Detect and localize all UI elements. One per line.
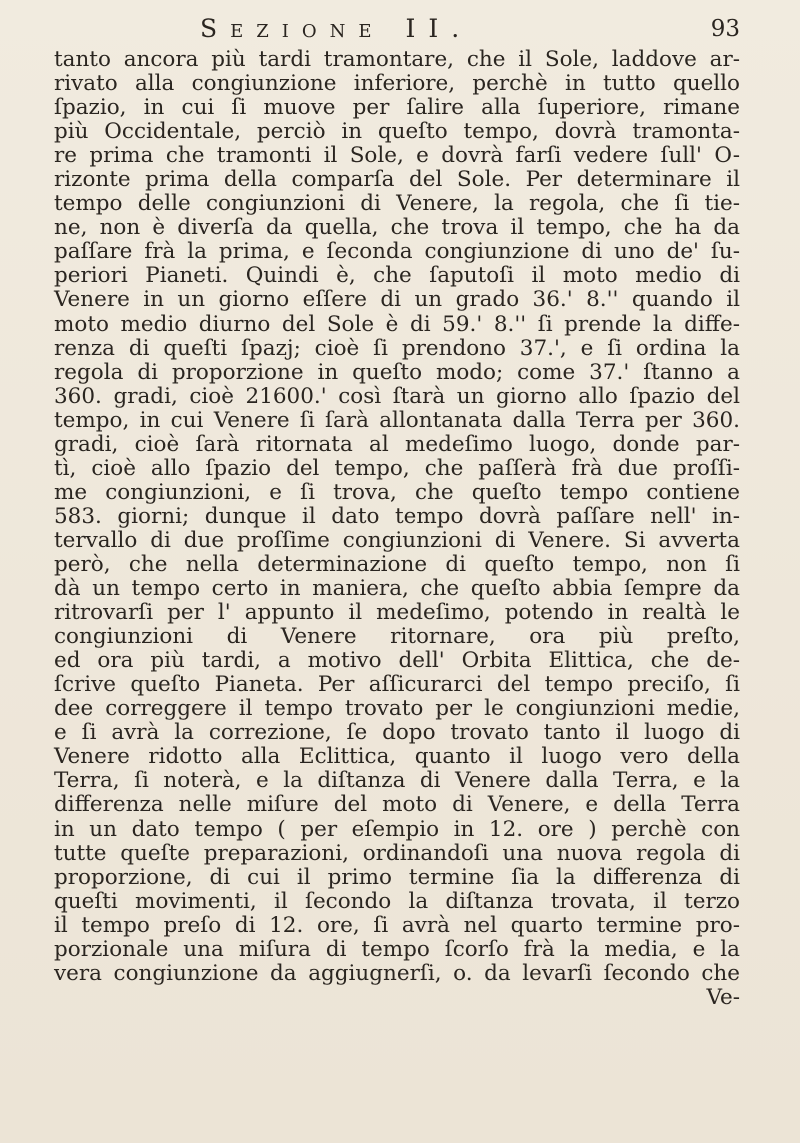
text-line: più Occidentale, perciò in queſto tempo, dovrà tramonta- [54,119,740,145]
text-line: ſcrive queſto Pianeta. Per aſſicurarci del tempo preciſo, ſi [54,672,740,698]
text-line: moto medio diurno del Sole è di 59.' 8.'' ſi prende la diffe- [54,311,740,337]
text-line: me congiunzioni, e ſi trova, che queſto tempo contiene [54,479,740,505]
text-line: tempo delle congiunzioni di Venere, la regola, che ſi tie- [54,191,740,217]
text-line: ſpazio, in cui ſi muove per ſalire alla ſuperiore, rimane [54,95,740,121]
text-line: gradi, cioè ſarà ritornata al medeſimo luogo, donde par- [54,431,740,457]
catchword: Ve- [706,984,740,1010]
text-line: renza di queſti ſpazj; cioè ſi prendono 37.', e ſi ordina la [54,335,740,361]
body-text [54,48,740,1010]
text-line: rivato alla congiunzione inferiore, perchè in tutto quello [54,71,740,97]
text-line: queſti movimenti, il ſecondo la diſtanza trovata, il terzo [54,888,740,914]
text-line: regola di proporzione in queſto modo; come 37.' ſtanno a [54,359,740,385]
text-line: periori Pianeti. Quindi è, che ſaputoſi il moto medio di [54,263,740,289]
text-line: dee correggere il tempo trovato per le congiunzioni medie, [54,696,740,722]
text-line: Venere in un giorno eſſere di un grado 36.' 8.'' quando il [54,287,740,313]
text-line: 583. giorni; dunque il dato tempo dovrà paſſare nell' in- [54,503,740,529]
text-line: e ſi avrà la correzione, ſe dopo trovato tanto il luogo di [54,720,740,746]
text-line: re prima che tramonti il Sole, e dovrà farſi vedere ſull' O- [54,143,740,169]
text-line: ne, non è diverſa da quella, che trova il tempo, che ha da [54,215,740,241]
text-line: ritrovarſi per l' appunto il medeſimo, potendo in realtà le [54,600,740,626]
text-line: paſſare frà la prima, e ſeconda congiunzione di uno de' ſu- [54,239,740,265]
text-line: tanto ancora più tardi tramontare, che il Sole, laddove ar- [54,47,740,72]
text-line: proporzione, di cui il primo termine ſia la differenza di [54,864,740,890]
running-head: Sezione II. [200,14,473,43]
text-line: rizonte prima della comparſa del Sole. Per determinare il [54,167,740,193]
text-line: tutte queſte preparazioni, ordinandoſi una nuova regola di [54,840,740,866]
text-line: tervallo di due proſſime congiunzioni di Venere. Si avverta [54,527,740,553]
page-number: 93 [710,16,740,42]
text-line: differenza nelle miſure del moto di Venere, e della Terra [54,792,740,818]
text-line: dà un tempo certo in maniera, che queſto abbia ſempre da [54,576,740,602]
text-line: congiunzioni di Venere ritornare, ora più preſto, [54,624,740,650]
text-line: però, che nella determinazione di queſto tempo, non ſi [54,551,740,577]
page-header [200,14,740,48]
text-line: ed ora più tardi, a motivo dell' Orbita Elittica, che de- [54,648,740,674]
text-line: 360. gradi, cioè 21600.' così ſtarà un giorno allo ſpazio del [54,383,740,409]
text-line: tempo, in cui Venere ſi ſarà allontanata dalla Terra per 360. [54,407,740,433]
text-line: in un dato tempo ( per eſempio in 12. ore ) perchè con [54,816,740,842]
text-line: vera congiunzione da aggiugnerſi, o. da levarſi ſecondo che [54,960,740,986]
text-line: tì, cioè allo ſpazio del tempo, che paſſerà frà due proſſi- [54,455,740,481]
text-line: porzionale una miſura di tempo ſcorſo frà la media, e la [54,936,740,962]
text-line: il tempo preſo di 12. ore, ſi avrà nel quarto termine pro- [54,912,740,938]
text-line: Venere ridotto alla Eclittica, quanto il luogo vero della [54,744,740,770]
text-line: Terra, ſi noterà, e la diſtanza di Venere dalla Terra, e la [54,768,740,794]
